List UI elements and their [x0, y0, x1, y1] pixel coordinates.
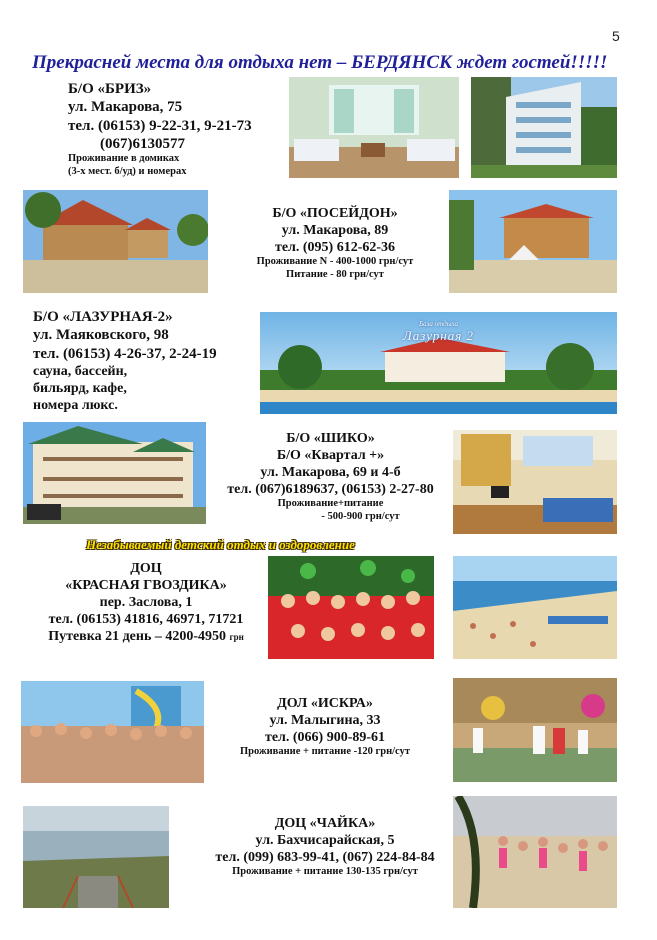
poseidon-address: ул. Макарова, 89	[281, 223, 389, 239]
shiko-address: ул. Макарова, 69 и 4-б	[260, 465, 401, 481]
iskra-waterpark-photo	[21, 681, 204, 783]
shiko-info	[208, 430, 453, 524]
lazurnaya-feature-2: бильярд, кафе,	[33, 380, 127, 396]
poseidon-food: Питание - 80 грн/сут	[286, 269, 384, 281]
gvozdika-name: «КРАСНАЯ ГВОЗДИКА»	[65, 578, 227, 594]
briz-room-photo	[289, 77, 459, 178]
lazurnaya-info	[33, 308, 217, 414]
chaika-beach-photo	[453, 796, 617, 908]
page-number: 5	[612, 28, 620, 44]
shiko-room-photo	[453, 430, 617, 534]
chaika-address: ул. Бахчисарайская, 5	[255, 833, 395, 849]
briz-address: ул. Макарова, 75	[68, 99, 183, 116]
chaika-name: ДОЦ «ЧАЙКА»	[274, 816, 376, 831]
gvozdika-phone: тел. (06153) 41816, 46971, 71721	[48, 612, 244, 628]
lazurnaya-caption-small: База отдыха	[419, 320, 458, 328]
lazurnaya-caption-main: Лазурная 2	[402, 328, 475, 343]
iskra-info	[220, 695, 430, 759]
gvozdika-price-unit: грн	[229, 632, 244, 643]
gvozdika-children-photo	[268, 556, 434, 659]
shiko-building-photo	[23, 422, 206, 524]
poseidon-house-photo	[23, 190, 208, 293]
poseidon-price: Проживание N - 400-1000 грн/сут	[256, 256, 414, 268]
chaika-sea-photo	[23, 806, 169, 908]
briz-info	[68, 80, 252, 179]
shiko-price: - 500-900 грн/сут	[321, 511, 400, 523]
briz-name: Б/О «БРИЗ»	[68, 81, 152, 97]
poseidon-name: Б/О «ПОСЕЙДОН»	[272, 206, 398, 221]
briz-note-2: (3-х мест. б/уд) и номерах	[68, 165, 187, 177]
poseidon-info	[235, 205, 435, 282]
iskra-address: ул. Малыгина, 33	[269, 713, 381, 729]
briz-note-1: Проживание в домиках	[68, 153, 180, 165]
shiko-phone: тел. (067)6189637, (06153) 2-27-80	[227, 482, 434, 498]
lazurnaya-phone: тел. (06153) 4-26-37, 2-24-19	[33, 345, 217, 362]
poseidon-yard-photo	[449, 190, 617, 293]
gvozdika-beach-photo	[453, 556, 617, 659]
briz-phone-mobile: (067)6130577	[100, 135, 185, 152]
chaika-price: Проживание + питание 130-135 грн/сут	[232, 866, 418, 878]
chaika-info	[190, 815, 460, 879]
lazurnaya-photo-caption	[260, 320, 617, 344]
gvozdika-price-line	[36, 628, 256, 645]
lazurnaya-feature-3: номера люкс.	[33, 398, 118, 414]
gvozdika-price: Путевка 21 день – 4200-4950	[48, 629, 227, 645]
page-headline: Прекрасней места для отдыха нет – БЕРДЯНСК ждет гостей!!!!!	[32, 52, 608, 73]
poseidon-phone: тел. (095) 612-62-36	[274, 240, 396, 256]
shiko-note: Проживание+питание	[277, 498, 384, 510]
gvozdika-info	[36, 560, 256, 645]
kids-banner: Незабываемый детский отдых и оздоровление	[86, 537, 355, 552]
gvozdika-address: пер. Заслова, 1	[99, 595, 193, 611]
iskra-price: Проживание + питание -120 грн/сут	[240, 746, 410, 758]
iskra-show-photo	[453, 678, 617, 782]
briz-building-photo	[471, 77, 617, 178]
shiko-name: Б/О «ШИКО»	[286, 431, 375, 446]
lazurnaya-name: Б/О «ЛАЗУРНАЯ-2»	[33, 309, 173, 325]
gvozdika-type: ДОЦ	[130, 561, 162, 576]
iskra-name: ДОЛ «ИСКРА»	[277, 696, 373, 711]
lazurnaya-beach-photo	[260, 312, 617, 414]
lazurnaya-feature-1: сауна, бассейн,	[33, 363, 128, 379]
briz-phone: тел. (06153) 9-22-31, 9-21-73	[68, 117, 252, 134]
chaika-phone: тел. (099) 683-99-41, (067) 224-84-84	[215, 850, 435, 866]
iskra-phone: тел. (066) 900-89-61	[264, 730, 386, 746]
shiko-name-2: Б/О «Квартал +»	[276, 448, 385, 464]
lazurnaya-address: ул. Маяковского, 98	[33, 327, 169, 344]
